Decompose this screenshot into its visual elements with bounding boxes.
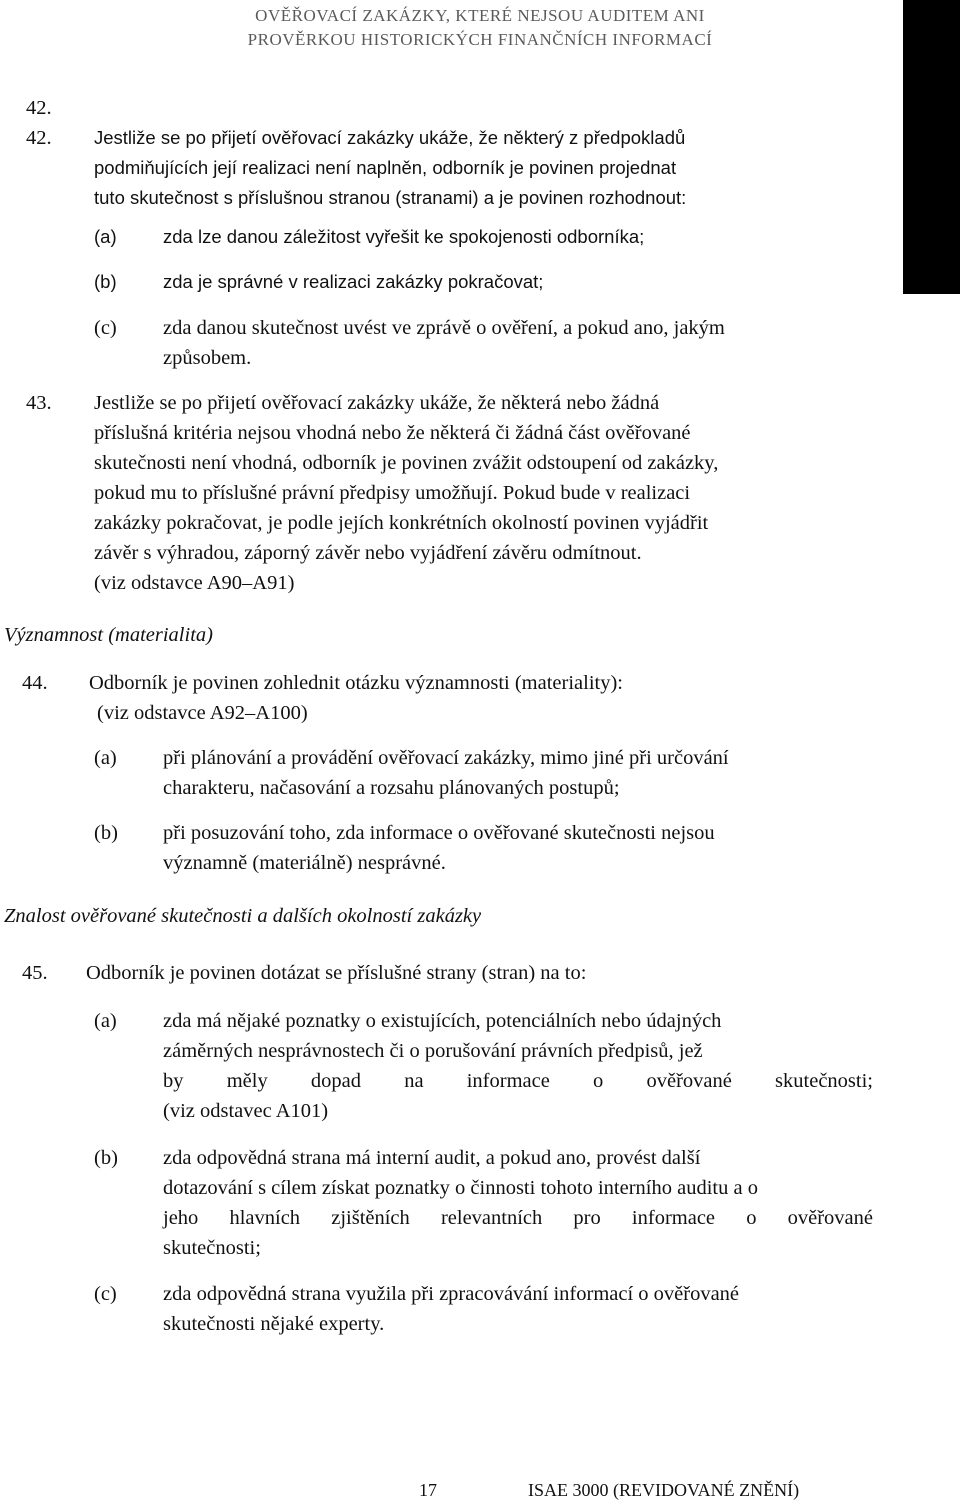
list-label: (a) <box>94 747 117 769</box>
page-number: 17 <box>419 1480 437 1500</box>
text-line: jeho hlavních zjištěních relevantních pro informace o ověřované <box>163 1207 873 1229</box>
text-line: pokud mu to příslušné právní předpisy umožňují. Pokud bude v realizaci <box>94 482 691 504</box>
header-line-1: OVĚŘOVACÍ ZAKÁZKY, KTERÉ NEJSOU AUDITEM ANI <box>255 6 705 25</box>
paragraph-43-text <box>94 388 874 598</box>
text-line: dotazování s cílem získat poznatky o činnosti tohoto interního auditu a o <box>163 1177 758 1199</box>
text-line: (viz odstavce A90–A91) <box>94 572 295 594</box>
list-label: (c) <box>94 317 117 339</box>
running-header <box>0 4 960 52</box>
section-heading-knowledge: Znalost ověřované skutečnosti a dalších okolností zakázky <box>4 905 482 927</box>
list-item-text: zda je správné v realizaci zakázky pokračovat; <box>163 271 544 292</box>
text-line: skutečnosti; <box>163 1237 261 1259</box>
text-line: Jestliže se po přijetí ověřovací zakázky ukáže, že některý z předpokladů <box>94 127 686 148</box>
header-line-2: PROVĚRKOU HISTORICKÝCH FINANČNÍCH INFORMACÍ <box>247 30 713 49</box>
text-line: zda odpovědná strana využila při zpracovávání informací o ověřované <box>163 1283 740 1305</box>
list-label: (b) <box>94 271 117 292</box>
text-line: by měly dopad na informace o ověřované skutečnosti; <box>163 1070 873 1092</box>
text-line: záměrných nesprávnostech či o porušování právních předpisů, jež <box>163 1040 703 1062</box>
text-line: podmiňujících její realizaci není naplněn, odborník je povinen projednat <box>94 157 677 178</box>
list-label: (a) <box>94 226 117 247</box>
text-line: zakázky pokračovat, je podle jejích konkrétních okolností povinen vyjádřit <box>94 512 709 534</box>
paragraph-number-42: 42. <box>26 127 52 149</box>
stray-paragraph-number: 42. <box>26 97 52 119</box>
list-item-text <box>163 1279 873 1339</box>
list-item-text <box>163 1006 873 1126</box>
list-label: (c) <box>94 1283 117 1305</box>
text-line: skutečnosti nějaké experty. <box>163 1313 385 1335</box>
paragraph-44-intro: Odborník je povinen zohlednit otázku významnosti (materiality): <box>89 672 624 694</box>
text-line: způsobem. <box>163 347 252 369</box>
text-line: skutečnosti není vhodná, odborník je povinen zvážit odstoupení od zakázky, <box>94 452 719 474</box>
text-line: příslušná kritéria nejsou vhodná nebo že některá či žádná část ověřované <box>94 422 691 444</box>
list-item-text <box>163 1143 873 1263</box>
text-line: zda danou skutečnost uvést ve zprávě o ověření, a pokud ano, jakým <box>163 317 725 339</box>
text-line: Jestliže se po přijetí ověřovací zakázky ukáže, že některá nebo žádná <box>94 392 660 414</box>
section-heading-materiality: Významnost (materialita) <box>4 624 213 646</box>
list-label: (b) <box>94 1147 118 1169</box>
text-line: (viz odstavec A101) <box>163 1100 329 1122</box>
section-tab-marker <box>903 0 960 294</box>
list-item-text <box>163 313 873 373</box>
paragraph-number-43: 43. <box>26 392 52 414</box>
text-line: při plánování a provádění ověřovací zakázky, mimo jiné při určování <box>163 747 729 769</box>
text-line: zda odpovědná strana má interní audit, a pokud ano, provést další <box>163 1147 701 1169</box>
paragraph-number-44: 44. <box>22 672 48 694</box>
paragraph-45-intro: Odborník je povinen dotázat se příslušné strany (stran) na to: <box>86 962 587 984</box>
list-item-text <box>163 818 873 878</box>
list-item-text: zda lze danou záležitost vyřešit ke spokojenosti odborníka; <box>163 226 645 247</box>
text-line: tuto skutečnost s příslušnou stranou (stranami) a je povinen rozhodnout: <box>94 187 687 208</box>
text-line: závěr s výhradou, záporný závěr nebo vyjádření závěru odmítnout. <box>94 542 642 564</box>
text-line: charakteru, načasování a rozsahu plánovaných postupů; <box>163 777 620 799</box>
standard-name: ISAE 3000 (REVIDOVANÉ ZNĚNÍ) <box>528 1480 800 1500</box>
paragraph-42-text <box>94 123 852 213</box>
paragraph-number-45: 45. <box>22 962 48 984</box>
list-label: (a) <box>94 1010 117 1032</box>
text-line: významně (materiálně) nesprávné. <box>163 852 446 874</box>
list-label: (b) <box>94 822 118 844</box>
list-item-text <box>163 743 873 803</box>
paragraph-44-reference: (viz odstavce A92–A100) <box>97 702 308 724</box>
text-line: při posuzování toho, zda informace o ověřované skutečnosti nejsou <box>163 822 715 844</box>
text-line: zda má nějaké poznatky o existujících, potenciálních nebo údajných <box>163 1010 722 1032</box>
